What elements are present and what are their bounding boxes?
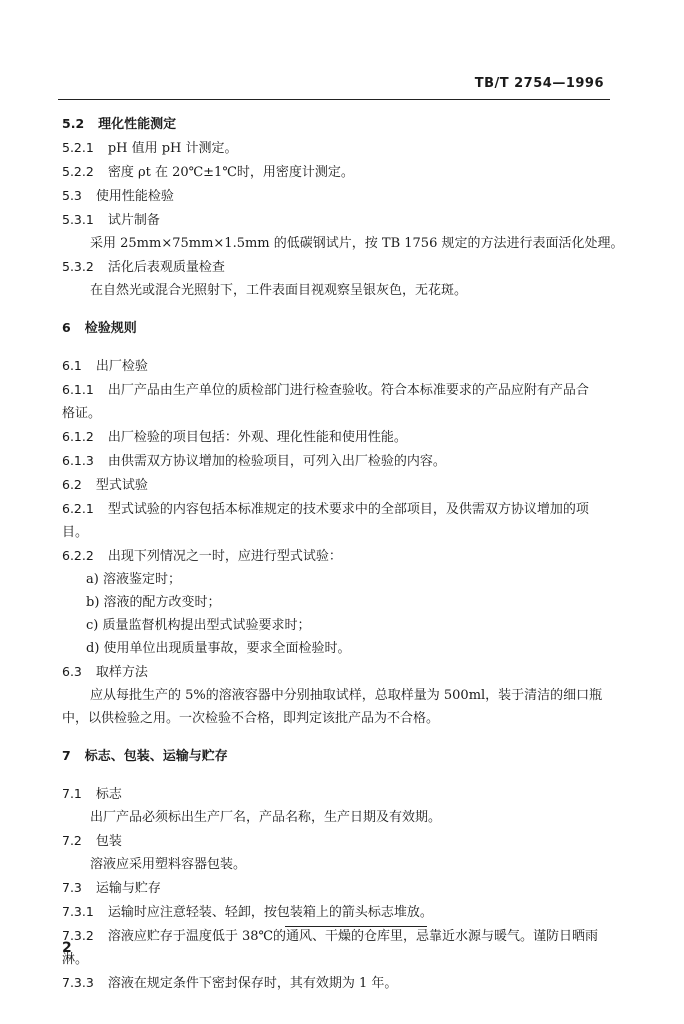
clause-number: 5.3 [62,188,82,203]
clause-number: 5.2.1 [62,140,94,155]
clause-text: 标志 [95,787,122,802]
clause-text: 理化性能测定 [98,117,177,132]
text-line [62,637,612,660]
text-line [62,568,612,591]
clause-number: 5.2.2 [62,164,94,179]
clause-text: 密度 ρt 在 20℃±1℃时，用密度计测定。 [107,165,354,180]
clause-5-3 [62,184,612,208]
clause-number: 7 [62,748,71,763]
clause-5-2-1 [62,136,612,160]
clause-text: pH 值用 pH 计测定。 [107,141,238,156]
clause-text: 采用 25mm×75mm×1.5mm 的低碳钢试片，按 TB 1756 规定的方法进行表面活化处理。 [90,236,624,251]
clause-number: 7.3.1 [62,904,94,919]
text-line [62,684,612,707]
clause-5-3-2 [62,255,612,279]
clause-text: 出厂产品由生产单位的质检部门进行检查验收。符合本标准要求的产品应附有产品合 [107,383,589,398]
text-line [62,232,624,255]
clause-7-3-1 [62,900,612,924]
clause-number: 7.3 [62,880,82,895]
clause-6-1 [62,354,612,378]
clause-number: 6.3 [62,664,82,679]
clause-text: 型式试验的内容包括本标准规定的技术要求中的全部项目，及供需双方协议增加的项 [107,502,589,517]
clause-text: 运输时应注意轻装、轻卸，按包装箱上的箭头标志堆放。 [107,905,433,920]
clause-text: 应从每批生产的 5%的溶液容器中分别抽取试样，总取样量为 500ml，装于清洁的细口瓶 [90,688,603,703]
clause-text: 中，以供检验之用。一次检验不合格，即判定该批产品为不合格。 [62,711,440,726]
clause-number: 6.1.3 [62,453,94,468]
text-line [62,279,612,302]
clause-text: 活化后表观质量检查 [107,260,225,275]
clause-number: 5.2 [62,116,85,131]
clause-text: 检验规则 [84,321,137,336]
clause-text: 出厂检验的项目包括：外观、理化性能和使用性能。 [107,430,407,445]
clause-number: 6 [62,320,71,335]
clause-6 [62,316,612,340]
clause-7-2 [62,829,612,853]
clause-text: d) 使用单位出现质量事故，要求全面检验时。 [86,641,351,656]
clause-7-3 [62,876,612,900]
text-line [62,521,612,544]
clause-7 [62,744,612,768]
clause-text: 出厂产品必须标出生产厂名，产品名称，生产日期及有效期。 [90,810,442,825]
clause-text: 目。 [62,525,89,540]
text-line [62,614,612,637]
footer-rule [285,926,427,927]
clause-number: 7.2 [62,833,82,848]
clause-5-2 [62,112,612,136]
section-gap [62,340,612,354]
clause-text: c) 质量监督机构提出型式试验要求时； [86,618,311,633]
clause-number: 6.2 [62,477,82,492]
clause-number: 7.1 [62,786,82,801]
clause-number: 6.2.1 [62,501,94,516]
text-line [62,707,612,730]
clause-number: 6.2.2 [62,548,94,563]
section-gap [62,730,612,744]
clause-number: 6.1 [62,358,82,373]
clause-7-3-3 [62,971,612,995]
clause-6-2-2 [62,544,612,568]
clause-7-3-2 [62,924,612,948]
clause-text: 型式试验 [95,478,148,493]
clause-text: 出厂检验 [95,359,148,374]
clause-number: 6.1.2 [62,429,94,444]
section-gap [62,768,612,782]
document-body [62,112,624,995]
clause-6-2-1 [62,497,612,521]
clause-text: 由供需双方协议增加的检验项目，可列入出厂检验的内容。 [107,454,446,469]
clause-text: 取样方法 [95,665,148,680]
clause-number: 6.1.1 [62,382,94,397]
text-line [62,853,612,876]
clause-text: 溶液应采用塑料容器包装。 [90,857,247,872]
header-rule [58,99,610,100]
clause-5-3-1 [62,208,612,232]
clause-6-1-3 [62,449,612,473]
clause-text: b) 溶液的配方改变时； [86,595,221,610]
clause-number: 5.3.1 [62,212,94,227]
clause-number: 7.3.3 [62,975,94,990]
clause-6-3 [62,660,612,684]
clause-text: 溶液在规定条件下密封保存时，其有效期为 1 年。 [107,976,398,991]
clause-text: a) 溶液鉴定时； [86,572,181,587]
text-line [62,402,612,425]
clause-text: 溶液应贮存于温度低于 38℃的通风、干燥的仓库里，忌靠近水源与暖气。谨防日晒雨 [107,929,599,944]
clause-text: 运输与贮存 [95,881,161,896]
page-number: 2 [62,940,72,956]
clause-7-1 [62,782,612,806]
clause-text: 格证。 [62,406,102,421]
clause-6-1-1 [62,378,612,402]
clause-text: 包装 [95,834,122,849]
clause-text: 在自然光或混合光照射下，工件表面目视观察呈银灰色，无花斑。 [90,283,468,298]
document-id-header: TB/T 2754—1996 [474,76,604,91]
text-line [62,806,612,829]
clause-text: 使用性能检验 [95,189,174,204]
clause-text: 试片制备 [107,213,160,228]
section-gap [62,302,612,316]
clause-6-2 [62,473,612,497]
clause-number: 7.3.2 [62,928,94,943]
clause-text: 淋。 [62,952,89,967]
clause-text: 标志、包装、运输与贮存 [84,749,228,764]
clause-6-1-2 [62,425,612,449]
text-line [62,591,612,614]
text-line [62,948,612,971]
clause-text: 出现下列情况之一时，应进行型式试验： [107,549,342,564]
clause-number: 5.3.2 [62,259,94,274]
clause-5-2-2 [62,160,612,184]
